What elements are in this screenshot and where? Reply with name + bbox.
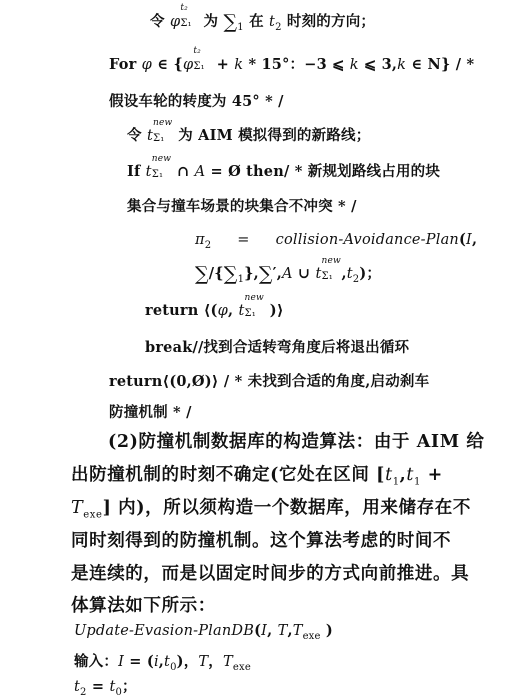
t-symbol: t [109,679,116,695]
sigma-symbol: ∑ [223,11,238,33]
text-segment: break//找到合适转弯角度后将退出循环 [145,339,410,356]
text-segment: , [158,653,165,670]
superscript: new [244,293,264,303]
subscript: exe [302,630,321,642]
subscript: Σ₁ [244,308,256,319]
text-segment: , [267,622,278,639]
text-segment: 是连续的，而是以固定时间步的方式向前推进。具 [71,564,470,584]
body-line-5 [71,562,469,586]
text-segment: 同时刻得到的防撞机制。这个算法考虑的时间不 [71,531,452,551]
equals-sign: = [237,232,250,248]
text-segment: ∈ { [152,56,183,73]
naturals-symbol: N [427,56,442,73]
body-line-1 [108,430,484,454]
text-segment: If [127,163,146,180]
text-segment: For [109,56,142,73]
phi-symbol: φ [169,14,181,30]
i-symbol: I [118,654,125,670]
superscript: t₂ [180,3,188,13]
subscript: Σ₁ [321,271,333,282]
algo-line-13 [74,621,333,641]
text-segment: return⟨(0,Ø)⟩ / * 未找到合适的角度,启动刹车 [109,373,430,390]
a-symbol: A [281,266,293,282]
text-segment: * 15°：−3 ⩽ [243,56,350,73]
t-symbol: T [292,623,303,639]
phi-symbol: φ [183,57,194,73]
text-segment: 令 [127,127,147,144]
algo-line-15 [74,677,137,697]
text-segment: 防撞机制 * / [109,404,192,421]
subscript: 0 [170,661,177,673]
t-symbol: t [74,679,81,695]
subscript: exe [83,509,103,521]
subscript: Σ₁ [152,133,165,144]
algo-line-12 [109,403,192,423]
k-symbol: k [234,57,244,73]
text-segment: 体算法如下所示： [71,596,216,616]
text-segment: 集合与撞车场景的块集合不冲突 * / [127,198,357,215]
text-segment: 令 [150,13,170,30]
text-segment: )， [176,653,199,670]
text-segment: (2)防撞机制数据库的构造算法：由于 AIM 给 [108,432,485,452]
function-name: Update-Evasion-PlanDB [74,623,255,639]
a-symbol: A [194,164,206,180]
k-symbol: k [397,57,407,73]
superscript: new [152,118,173,128]
text-segment: = ( [124,653,154,670]
subscript: 2 [204,239,212,251]
subscript: Σ₁ [193,61,205,72]
superscript: t₂ [193,46,201,56]
text-segment: 假设车轮的转度为 45° * / [109,93,284,110]
body-line-3 [71,496,471,520]
text-segment: ) [320,622,333,639]
text-segment: , [287,622,293,639]
text-segment: /{ [208,265,224,282]
t-symbol: T [71,498,84,518]
subscript: Σ₁ [151,169,164,180]
text-segment: } / * [441,56,475,73]
text-segment: = Ø then/ * 新规划路线占用的块 [205,163,441,180]
algo-line-7 [195,230,477,250]
t-symbol: t [385,465,393,485]
algo-line-10 [145,338,409,358]
body-line-6 [71,594,216,618]
text-segment: , [471,231,478,248]
subscript: 0 [115,686,123,698]
text-segment: ∩ [171,163,195,180]
subscript: exe [232,661,251,673]
body-line-2 [71,463,443,487]
text-segment: )； [359,265,382,282]
text-segment: , [341,265,347,282]
i-symbol: I [261,623,268,639]
subscript: Σ₁ [180,18,192,29]
text-segment: return ⟨( [145,302,218,319]
text-segment: ] 内)，所以须构造一个数据库，用来储存在不 [102,498,471,518]
t-symbol: T [222,654,233,670]
t-symbol: t [406,465,415,485]
subscript: 1 [237,273,245,285]
subscript: 2 [275,21,282,33]
subscript: 1 [237,21,244,33]
t-symbol: t [238,303,245,319]
t-symbol: T [277,623,288,639]
text-segment: 为 [198,13,224,30]
i-symbol: i [153,654,159,670]
text-segment: ， [208,653,223,670]
text-segment: ′, [272,265,282,282]
sigma-symbol: ∑ [223,263,238,285]
subscript: 1 [414,476,421,488]
text-segment: + [420,465,443,485]
text-segment: , [399,465,407,485]
pi-symbol: π [195,232,205,248]
text-segment: 时刻的方向； [281,13,376,30]
text-segment: 出防撞机制的时刻不确定(它处在区间 [ [71,465,386,485]
superscript: new [321,256,341,266]
text-segment: ； [122,678,137,695]
subscript: 2 [80,686,87,698]
algo-line-1 [150,3,376,33]
phi-symbol: φ [141,57,153,73]
body-line-4 [71,529,451,553]
text-segment: + [211,56,235,73]
text-segment: 输入： [74,653,119,670]
algo-line-9 [145,293,284,321]
t-symbol: t [346,266,353,282]
phi-symbol: φ [217,303,228,319]
t-symbol: t [146,128,153,144]
text-segment: 在 [243,13,270,30]
text-segment: = [86,678,110,695]
algo-line-6 [127,197,357,217]
algo-line-14 [74,652,251,672]
algo-line-4 [127,118,371,146]
algo-line-11 [109,372,429,392]
t-symbol: t [315,266,322,282]
algo-line-3 [109,92,284,112]
function-name: collision-Avoidance-Plan [275,232,459,248]
text-segment: ⩽ 3, [358,56,398,73]
algo-line-8 [195,256,382,285]
text-segment: , [227,302,239,319]
t-symbol: t [145,164,152,180]
t-symbol: T [198,654,209,670]
algo-line-2 [109,46,475,75]
text-segment: ( [254,622,262,639]
text-segment: ( [458,231,467,248]
subscript: 1 [392,476,400,488]
sigma-symbol: ∑ [258,263,273,285]
subscript: 2 [352,273,360,285]
k-symbol: k [349,57,359,73]
i-symbol: I [466,232,472,248]
text-segment: ∪ [292,265,316,282]
text-segment: 为 AIM 模拟得到的新路线； [172,127,371,144]
t-symbol: t [164,654,171,670]
text-segment: ∈ [406,56,428,73]
sigma-symbol: ∑ [195,263,209,285]
t-symbol: t [269,14,276,30]
algo-line-5 [127,154,441,182]
superscript: new [151,154,172,164]
text-segment: }, [244,265,259,282]
text-segment: )⟩ [264,302,284,319]
